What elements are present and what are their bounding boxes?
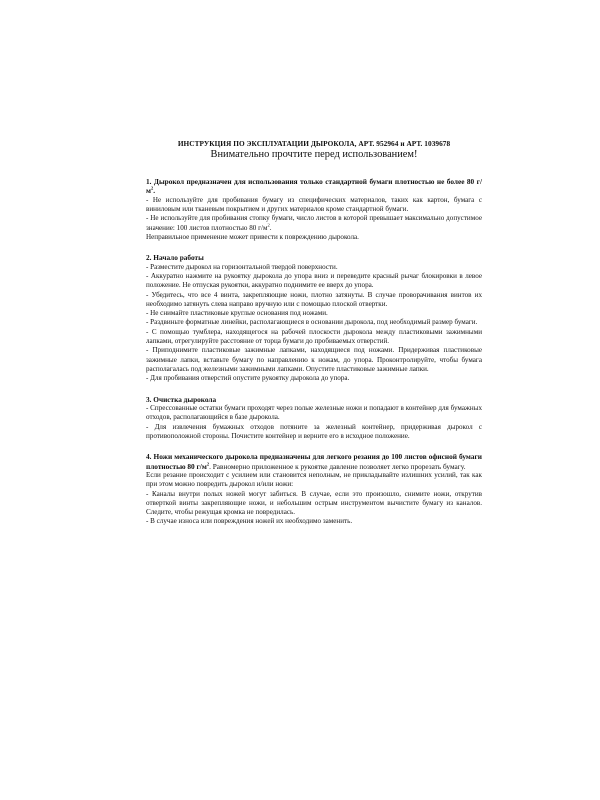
section-1-paragraph: - Не используйте для пробивания бумагу из специфических материалов, таких как картон, бумага с виниловым или тканевым покрытием и других материалов кроме стандартной бумаги. [146, 195, 482, 214]
section-2-paragraph: - Раздвиньте форматные линейки, располагающиеся в основании дырокола, под необходимый размер бумаги. [146, 318, 478, 327]
section-2-paragraph: - Аккуратно нажмите на рукоятку дырокола до упора вниз и переведите красный рычаг блокировки в левое положение. Не отпуская рукоятки, аккуратно поднимите ее вверх до упора. [146, 272, 482, 290]
section-2-paragraph: - Не снимайте пластиковые круглые основания под ножами. [146, 309, 328, 318]
section-1-paragraph: Неправильное применение может привести к повреждению дырокола. [146, 233, 359, 241]
section-2-heading: 2. Начало работы [146, 253, 204, 263]
document-content [146, 139, 482, 538]
section-4-paragraph: - В случае износа или повреждения ножей их необходимо заменить. [146, 517, 353, 526]
section-2-paragraph: - Приподнимите пластиковые зажимные лапками, находящиеся под ножами. Придерживая пластиковые зажимные лапки, вставьте бумагу по направлению к ножам, до упора. Проконтролируйте, чтобы бумага располагалась под железными зажимными лапками. Опустите пластиковые зажимные лапки. [146, 346, 482, 373]
section-1-heading: 1. Дырокол предназначен для использования только стандартной бумаги плотностью не более 80 $г/м^2$. [146, 177, 482, 196]
section-4 [146, 452, 482, 527]
document-title: ИНСТРУКЦИЯ ПО ЭКСПЛУАТАЦИИ ДЫРОКОЛА, АРТ. 952964 и АРТ. 1039678 [177, 139, 451, 148]
section-2-paragraph: - С помощью тумблера, находящегося на рабочей плоскости дырокола между пластиковыми зажимными лапками, отрегулируйте расстояние от торца бумаги до пробиваемых отверстий. [146, 327, 482, 346]
section-3-heading: 3. Очистка дырокола [146, 394, 217, 404]
document-subtitle: Внимательно прочтите перед использованием! [210, 149, 418, 160]
section-2-paragraph: - Для пробивания отверстий опустите рукоятку дырокола до упора. [146, 374, 350, 383]
section-2 [146, 253, 482, 383]
section-3-paragraph: - Для извлечения бумажных отходов потяните за железный контейнер, придерживая дырокол с противоположной стороны. Почистите контейнер и верните его в исходное положение. [146, 422, 482, 440]
section-2-paragraph: - Убедитесь, что все 4 винта, закрепляющие ножи, плотно затянуты. В случае проворачивания винтов их необходимо затянуть слева направо вручную или с помощью плоской отвертки. [146, 290, 482, 308]
section-2-paragraph: - Разместите дырокол на горизонтальной твердой поверхности. [146, 262, 338, 271]
section-1 [146, 177, 482, 242]
section-4-paragraph: - Каналы внутри полых ножей могут забиться. В случае, если это произошло, снимите ножи, открутив отверткой винты закрепляющие ножи, и небольшим острым инструментом вычистите бумагу из каналов. Следите, чтобы режущая кромка не повредилась. [146, 489, 482, 517]
section-4-heading: 4. Ножи механического дырокола предназначены для легкого резания до 100 листов офисной бумаги плотностью 80 $г/м^2$. Равномерно приложенное к рукоятке давление позволяет легко прорезать бумагу. [146, 452, 482, 471]
section-3 [146, 395, 482, 442]
section-1-paragraph: - Не используйте для пробивания стопку бумаги, число листов в которой превышает максимально допустимое значение: 100 листов плотностью 80 $г/м^2$. [146, 214, 482, 232]
section-3-paragraph: - Спрессованные остатки бумаги проходят через полые железные ножи и попадают в контейнер для бумажных отходов, располагающийся в базе дырокола. [146, 403, 482, 422]
section-4-paragraph: Если резание происходит с усилием или становится неполным, не прикладывайте излишних усилий, так как при этом можно повредить дырокол и/или ножи: [146, 470, 482, 489]
